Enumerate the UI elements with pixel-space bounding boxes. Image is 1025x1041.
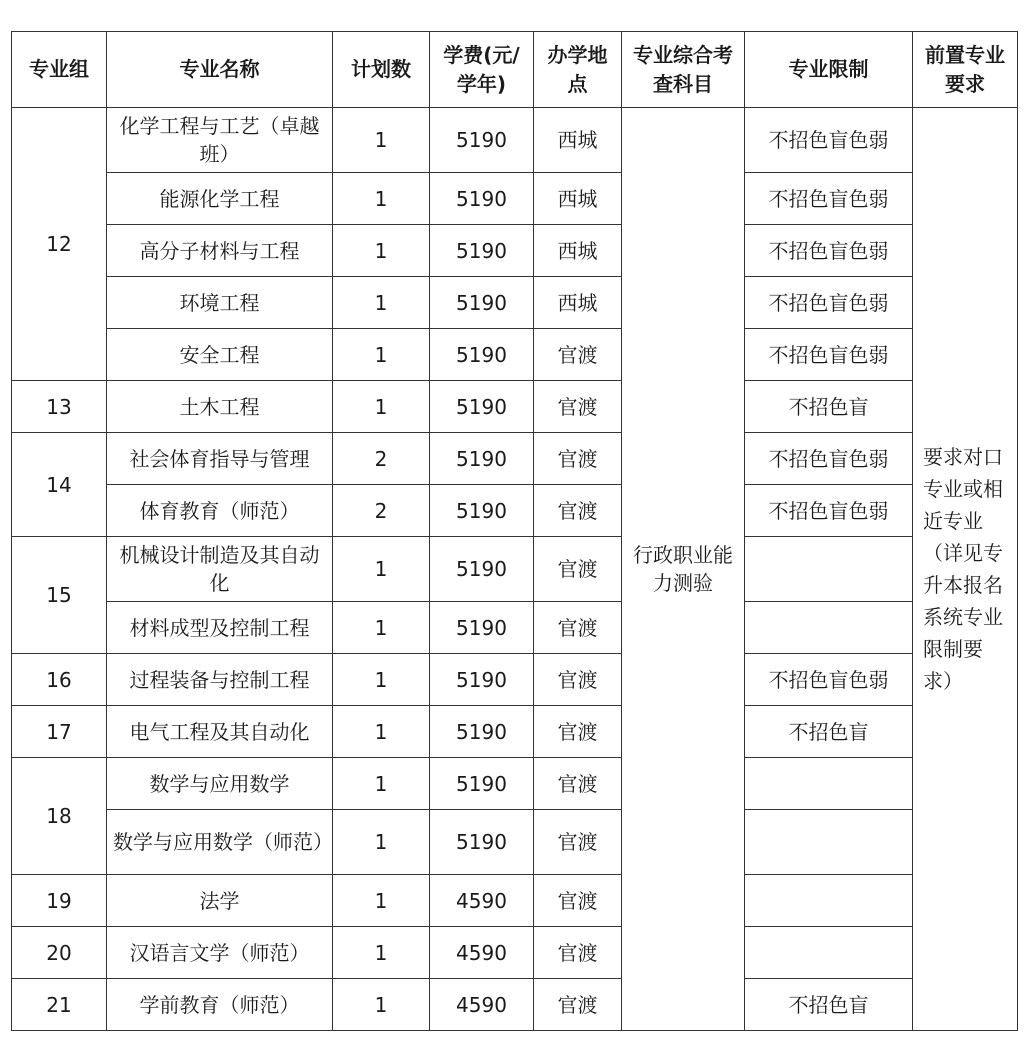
campus-cell: 官渡 bbox=[534, 485, 622, 537]
table-row bbox=[12, 108, 1018, 173]
campus-cell: 官渡 bbox=[534, 329, 622, 381]
table-row bbox=[12, 654, 1018, 706]
plan-cell: 1 bbox=[333, 381, 430, 433]
name-cell: 数学与应用数学（师范） bbox=[107, 810, 333, 875]
name-cell: 高分子材料与工程 bbox=[107, 225, 333, 277]
plan-cell: 1 bbox=[333, 654, 430, 706]
campus-cell: 官渡 bbox=[534, 381, 622, 433]
campus-cell: 官渡 bbox=[534, 537, 622, 602]
fee-cell: 5190 bbox=[430, 602, 534, 654]
plan-cell: 1 bbox=[333, 758, 430, 810]
fee-cell: 5190 bbox=[430, 277, 534, 329]
table-row bbox=[12, 433, 1018, 485]
plan-cell: 1 bbox=[333, 225, 430, 277]
table-row bbox=[12, 706, 1018, 758]
name-cell: 电气工程及其自动化 bbox=[107, 706, 333, 758]
name-cell: 汉语言文学（师范） bbox=[107, 927, 333, 979]
limit-cell: 不招色盲色弱 bbox=[745, 108, 913, 173]
header-fee: 学费(元/学年) bbox=[430, 32, 534, 108]
limit-cell: 不招色盲 bbox=[745, 979, 913, 1031]
plan-cell: 1 bbox=[333, 108, 430, 173]
header-plan: 计划数 bbox=[333, 32, 430, 108]
table-row bbox=[12, 875, 1018, 927]
fee-cell: 5190 bbox=[430, 537, 534, 602]
campus-cell: 西城 bbox=[534, 173, 622, 225]
campus-cell: 官渡 bbox=[534, 433, 622, 485]
exam-subject-cell: 行政职业能力测验 bbox=[622, 108, 745, 1031]
name-cell: 体育教育（师范） bbox=[107, 485, 333, 537]
plan-cell: 1 bbox=[333, 927, 430, 979]
group-cell: 17 bbox=[12, 706, 107, 758]
limit-cell: 不招色盲色弱 bbox=[745, 654, 913, 706]
campus-cell: 西城 bbox=[534, 225, 622, 277]
plan-cell: 2 bbox=[333, 433, 430, 485]
admissions-table bbox=[11, 31, 1018, 1031]
name-cell: 学前教育（师范） bbox=[107, 979, 333, 1031]
limit-cell bbox=[745, 810, 913, 875]
fee-cell: 5190 bbox=[430, 758, 534, 810]
plan-cell: 1 bbox=[333, 706, 430, 758]
name-cell: 化学工程与工艺（卓越班） bbox=[107, 108, 333, 173]
campus-cell: 官渡 bbox=[534, 979, 622, 1031]
name-cell: 法学 bbox=[107, 875, 333, 927]
header-group: 专业组 bbox=[12, 32, 107, 108]
table-row bbox=[12, 810, 1018, 875]
name-cell: 安全工程 bbox=[107, 329, 333, 381]
header-exam: 专业综合考查科目 bbox=[622, 32, 745, 108]
plan-cell: 1 bbox=[333, 875, 430, 927]
name-cell: 数学与应用数学 bbox=[107, 758, 333, 810]
fee-cell: 5190 bbox=[430, 810, 534, 875]
name-cell: 材料成型及控制工程 bbox=[107, 602, 333, 654]
table-row bbox=[12, 758, 1018, 810]
plan-cell: 1 bbox=[333, 277, 430, 329]
limit-cell: 不招色盲 bbox=[745, 706, 913, 758]
limit-cell: 不招色盲色弱 bbox=[745, 277, 913, 329]
limit-cell bbox=[745, 927, 913, 979]
campus-cell: 官渡 bbox=[534, 927, 622, 979]
group-cell: 15 bbox=[12, 537, 107, 654]
limit-cell: 不招色盲色弱 bbox=[745, 173, 913, 225]
group-cell: 14 bbox=[12, 433, 107, 537]
limit-cell bbox=[745, 875, 913, 927]
group-cell: 16 bbox=[12, 654, 107, 706]
campus-cell: 官渡 bbox=[534, 758, 622, 810]
campus-cell: 官渡 bbox=[534, 654, 622, 706]
campus-cell: 官渡 bbox=[534, 810, 622, 875]
limit-cell: 不招色盲色弱 bbox=[745, 329, 913, 381]
plan-cell: 2 bbox=[333, 485, 430, 537]
group-cell: 13 bbox=[12, 381, 107, 433]
plan-cell: 1 bbox=[333, 602, 430, 654]
campus-cell: 西城 bbox=[534, 277, 622, 329]
header-prereq: 前置专业要求 bbox=[913, 32, 1018, 108]
name-cell: 过程装备与控制工程 bbox=[107, 654, 333, 706]
limit-cell: 不招色盲 bbox=[745, 381, 913, 433]
campus-cell: 官渡 bbox=[534, 875, 622, 927]
table-row bbox=[12, 381, 1018, 433]
group-cell: 19 bbox=[12, 875, 107, 927]
prereq-cell: 要求对口专业或相近专业（详见专升本报名系统专业限制要求） bbox=[913, 108, 1018, 1031]
table-row bbox=[12, 329, 1018, 381]
name-cell: 机械设计制造及其自动化 bbox=[107, 537, 333, 602]
fee-cell: 4590 bbox=[430, 927, 534, 979]
table-row bbox=[12, 485, 1018, 537]
plan-cell: 1 bbox=[333, 329, 430, 381]
fee-cell: 5190 bbox=[430, 329, 534, 381]
header-name: 专业名称 bbox=[107, 32, 333, 108]
campus-cell: 官渡 bbox=[534, 602, 622, 654]
table-row bbox=[12, 602, 1018, 654]
table-row bbox=[12, 927, 1018, 979]
table-row bbox=[12, 277, 1018, 329]
group-cell: 20 bbox=[12, 927, 107, 979]
header-row bbox=[12, 32, 1018, 108]
fee-cell: 5190 bbox=[430, 654, 534, 706]
group-cell: 12 bbox=[12, 108, 107, 381]
table-row bbox=[12, 225, 1018, 277]
fee-cell: 5190 bbox=[430, 706, 534, 758]
fee-cell: 4590 bbox=[430, 979, 534, 1031]
fee-cell: 5190 bbox=[430, 108, 534, 173]
plan-cell: 1 bbox=[333, 173, 430, 225]
name-cell: 土木工程 bbox=[107, 381, 333, 433]
limit-cell bbox=[745, 758, 913, 810]
limit-cell bbox=[745, 602, 913, 654]
group-cell: 18 bbox=[12, 758, 107, 875]
fee-cell: 5190 bbox=[430, 173, 534, 225]
limit-cell bbox=[745, 537, 913, 602]
limit-cell: 不招色盲色弱 bbox=[745, 225, 913, 277]
plan-cell: 1 bbox=[333, 979, 430, 1031]
limit-cell: 不招色盲色弱 bbox=[745, 433, 913, 485]
plan-cell: 1 bbox=[333, 537, 430, 602]
fee-cell: 5190 bbox=[430, 485, 534, 537]
table-row bbox=[12, 173, 1018, 225]
group-cell: 21 bbox=[12, 979, 107, 1031]
name-cell: 社会体育指导与管理 bbox=[107, 433, 333, 485]
table-row bbox=[12, 537, 1018, 602]
header-limit: 专业限制 bbox=[745, 32, 913, 108]
header-campus: 办学地点 bbox=[534, 32, 622, 108]
fee-cell: 5190 bbox=[430, 225, 534, 277]
limit-cell: 不招色盲色弱 bbox=[745, 485, 913, 537]
table-row bbox=[12, 979, 1018, 1031]
fee-cell: 5190 bbox=[430, 381, 534, 433]
name-cell: 能源化学工程 bbox=[107, 173, 333, 225]
plan-cell: 1 bbox=[333, 810, 430, 875]
fee-cell: 5190 bbox=[430, 433, 534, 485]
name-cell: 环境工程 bbox=[107, 277, 333, 329]
campus-cell: 官渡 bbox=[534, 706, 622, 758]
campus-cell: 西城 bbox=[534, 108, 622, 173]
fee-cell: 4590 bbox=[430, 875, 534, 927]
